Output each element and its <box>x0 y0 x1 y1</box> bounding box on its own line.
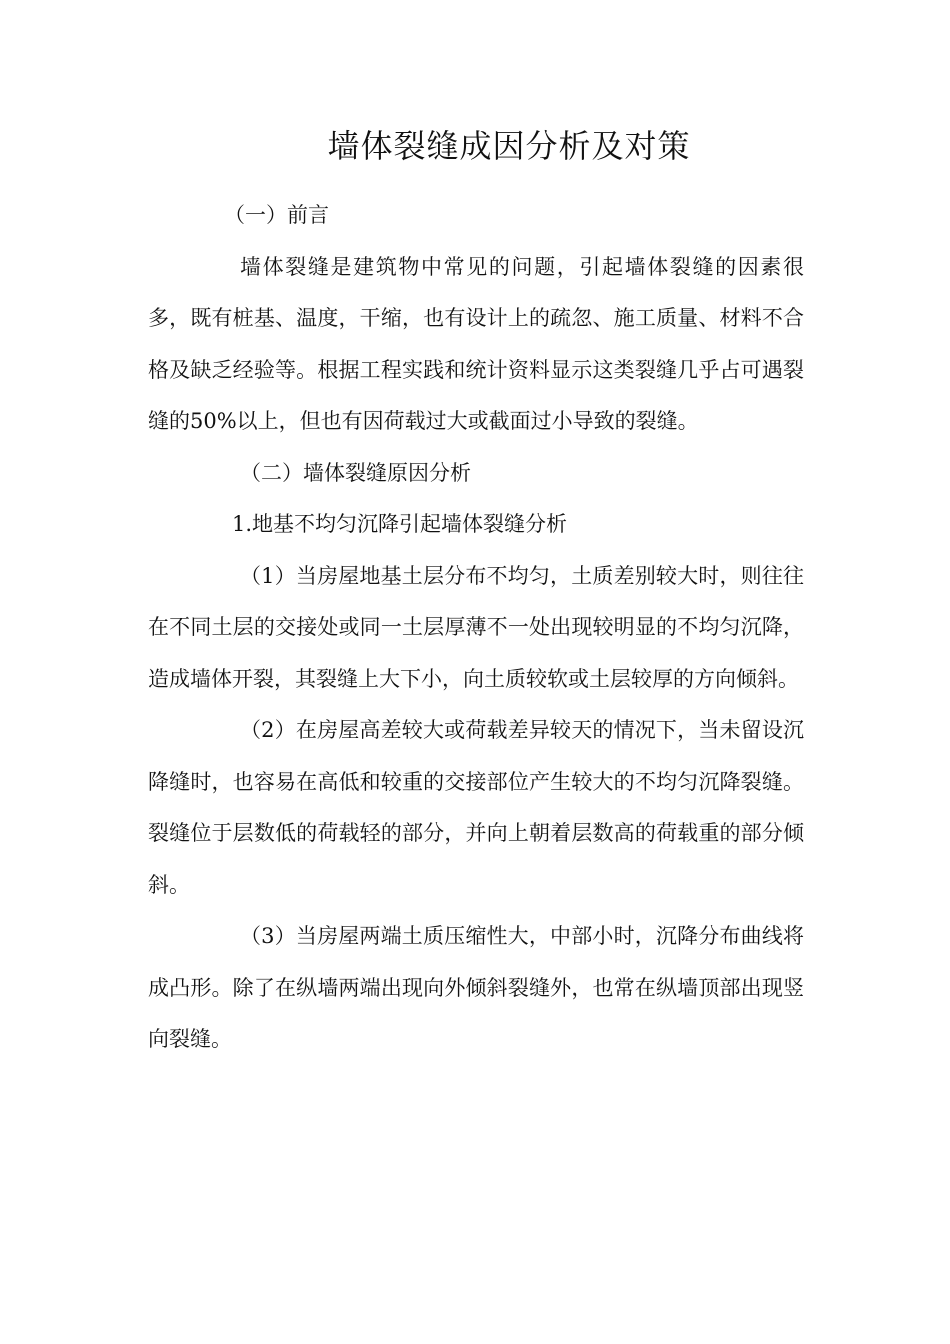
section-heading-analysis: （二）墙体裂缝原因分析 <box>240 460 471 485</box>
document-body <box>148 190 804 1066</box>
subsection-heading-settlement: 1.地基不均匀沉降引起墙体裂缝分析 <box>232 512 568 536</box>
section-heading-preface: （一）前言 <box>224 203 329 227</box>
paragraph-point-2: （2）在房屋高差较大或荷载差异较天的情况下，当未留设沉降缝时，也容易在高低和较重的交接部位产生较大的不均匀沉降裂缝。裂缝位于层数低的荷载轻的部分，并向上朝着层数高的荷载重的部分倾斜。 <box>148 718 804 897</box>
paragraph-preface: 墙体裂缝是建筑物中常见的问题，引起墙体裂缝的因素很多，既有桩基、温度，干缩，也有设计上的疏忽、施工质量、材料不合格及缺乏经验等。根据工程实践和统计资料显示这类裂缝几乎占可遇裂缝的50%以上，但也有因荷载过大或截面过小导致的裂缝。 <box>148 254 804 433</box>
paragraph-point-3: （3）当房屋两端土质压缩性大，中部小时，沉降分布曲线将成凸形。除了在纵墙两端出现向外倾斜裂缝外，也常在纵墙顶部出现竖向裂缝。 <box>148 924 804 1051</box>
paragraph-point-1: （1）当房屋地基土层分布不均匀，土质差别较大时，则往往在不同土层的交接处或同一土层厚薄不一处出现较明显的不均匀沉降，造成墙体开裂，其裂缝上大下小，向土质较软或土层较厚的方向倾斜。 <box>148 563 804 691</box>
document-title: 墙体裂缝成因分析及对策 <box>327 127 691 165</box>
